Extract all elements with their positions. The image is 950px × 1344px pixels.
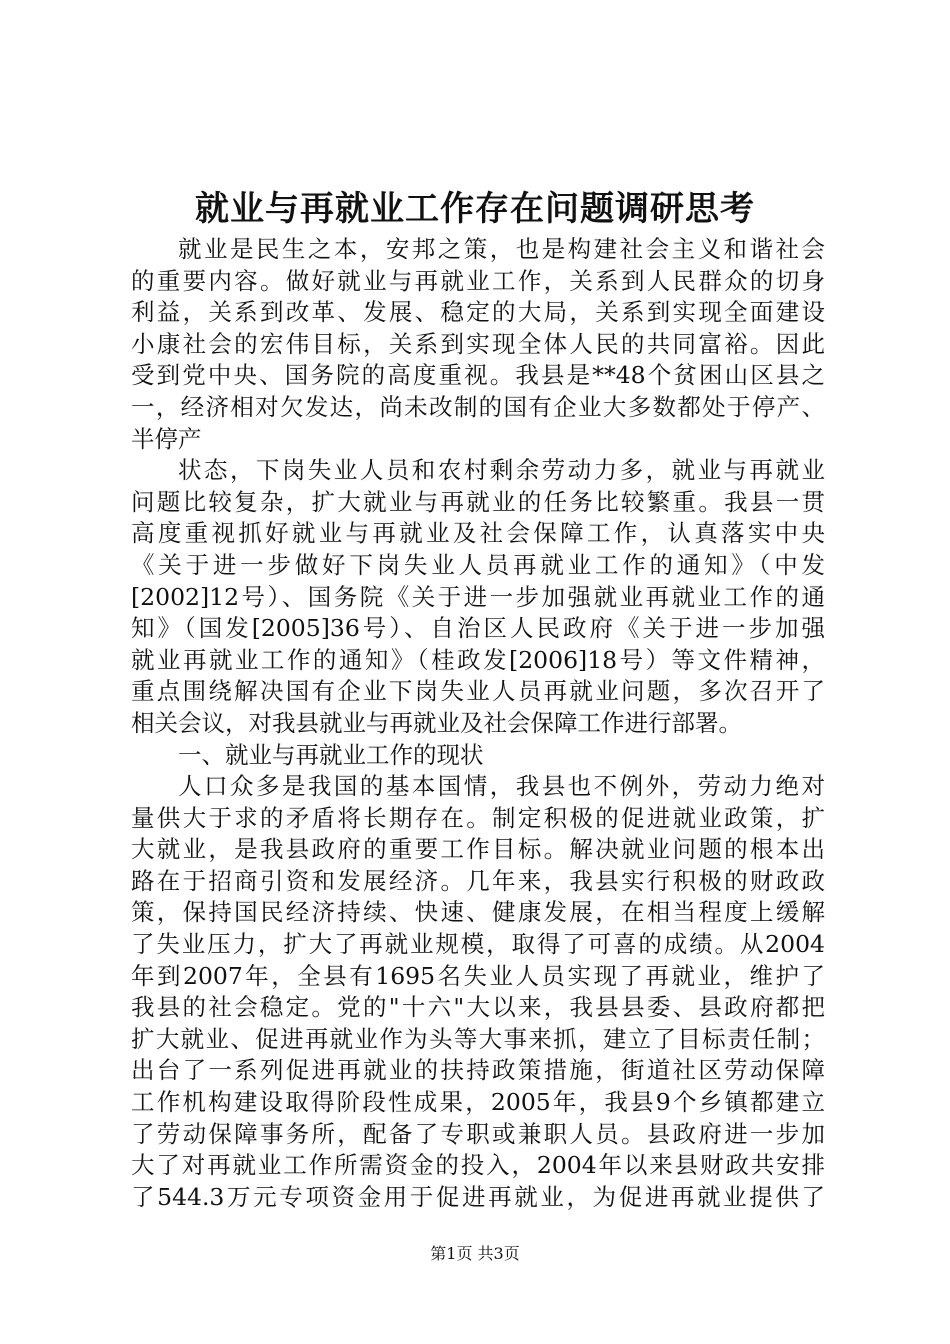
text-line: 大了对再就业工作所需资金的投入，2004年以来县财政共安排 (131, 1151, 825, 1180)
text-line: 我县的社会稳定。党的"十六"大以来，我县县委、县政府都把 (131, 993, 825, 1022)
document-body (131, 234, 825, 1213)
text-line: 工作机构建设取得阶段性成果，2005年，我县9个乡镇都建立 (131, 1088, 825, 1117)
page-footer: 第1页 共3页 (430, 1244, 520, 1263)
text-line: 了失业压力，扩大了再就业规模，取得了可喜的成绩。从2004 (131, 930, 825, 959)
text-line: 大就业，是我县政府的重要工作目标。解决就业问题的根本出 (131, 835, 825, 864)
text-line: 《关于进一步做好下岗失业人员再就业工作的通知》（中发 (131, 550, 825, 579)
text-line: 相关会议，对我县就业与再就业及社会保障工作进行部署。 (131, 708, 742, 737)
text-line: 就业再就业工作的通知》（桂政发[2006]18号）等文件精神， (131, 645, 825, 674)
text-line: 就业是民生之本，安邦之策，也是构建社会主义和谐社会 (178, 235, 825, 263)
text-line: 知》（国发[2005]36号）、自治区人民政府《关于进一步加强 (131, 614, 825, 643)
text-line: 的重要内容。做好就业与再就业工作，关系到人民群众的切身 (131, 266, 825, 295)
text-line: 一、就业与再就业工作的现状 (178, 740, 484, 769)
text-line: 扩大就业、促进再就业作为头等大事来抓，建立了目标责任制； (131, 1024, 825, 1053)
text-line: 策，保持国民经济持续、快速、健康发展，在相当程度上缓解 (131, 898, 825, 927)
text-line: 利益，关系到改革、发展、稳定的大局，关系到实现全面建设 (131, 298, 825, 327)
text-line: 年到2007年，全县有1695名失业人员实现了再就业，维护了 (131, 961, 825, 990)
text-line: 问题比较复杂，扩大就业与再就业的任务比较繁重。我县一贯 (131, 487, 825, 516)
text-line: 状态，下岗失业人员和农村剩余劳动力多，就业与再就业 (178, 456, 825, 485)
document-title: 就业与再就业工作存在问题调研思考 (195, 189, 755, 229)
text-line: 了劳动保障事务所，配备了专职或兼职人员。县政府进一步加 (131, 1119, 825, 1148)
text-line: 受到党中央、国务院的高度重视。我县是**48个贫困山区县之 (131, 361, 825, 390)
text-line: 高度重视抓好就业与再就业及社会保障工作，认真落实中央 (131, 519, 825, 548)
text-line: 人口众多是我国的基本国情，我县也不例外，劳动力绝对 (178, 772, 825, 801)
text-line: 一，经济相对欠发达，尚未改制的国有企业大多数都处于停产、 (131, 392, 825, 421)
text-line: 半停产 (131, 424, 202, 453)
text-line: 小康社会的宏伟目标，关系到实现全体人民的共同富裕。因此 (131, 329, 825, 358)
text-line: 了544.3万元专项资金用于促进再就业，为促进再就业提供了 (131, 1182, 825, 1211)
text-line: 重点围绕解决国有企业下岗失业人员再就业问题，多次召开了 (131, 677, 825, 706)
text-line: [2002]12号）、国务院《关于进一步加强就业再就业工作的通 (131, 582, 825, 611)
text-line: 量供大于求的矛盾将长期存在。制定积极的促进就业政策，扩 (131, 803, 825, 832)
text-line: 路在于招商引资和发展经济。几年来，我县实行积极的财政政 (131, 866, 825, 895)
text-line: 出台了一系列促进再就业的扶持政策措施，街道社区劳动保障 (131, 1056, 825, 1085)
